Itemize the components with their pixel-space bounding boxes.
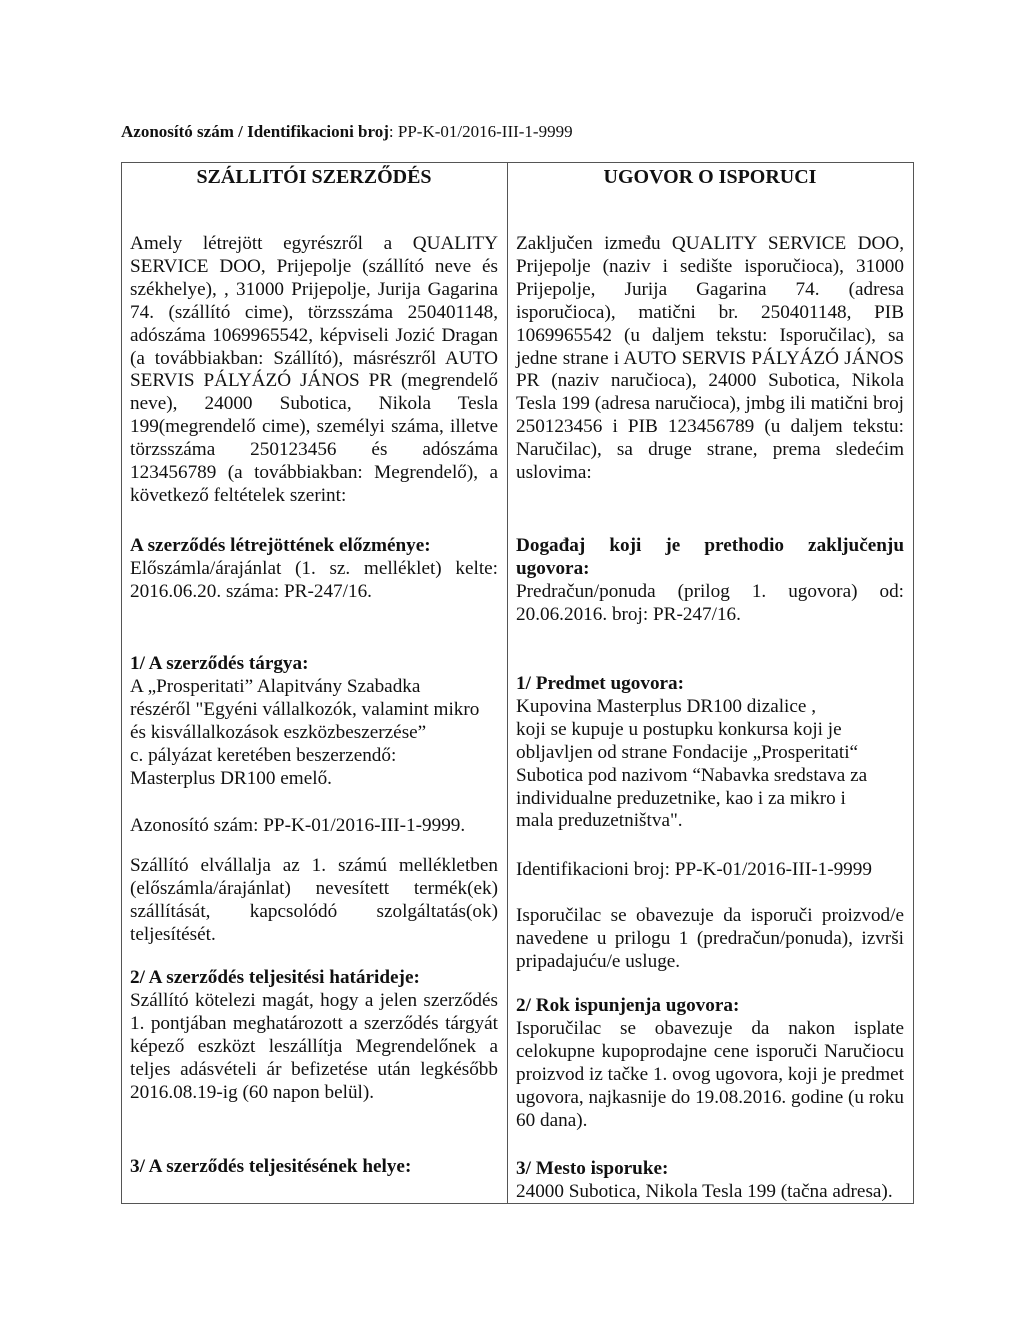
serbian-section-1-title: 1/ Predmet ugovora: [516, 673, 685, 694]
hungarian-section-1-title: 1/ A szerződés tárgya: [130, 653, 309, 674]
identifier-line [121, 122, 573, 142]
serbian-section-1-id: Identifikacioni broj: PP-K-01/2016-III-1-9999 [516, 859, 872, 880]
serbian-section-2-text: Isporučilac se obavezuje da nakon isplate celokupne kupoprodajne cene isporuči Naručiocu proizvod iz tačke 1. ovog ugovora, koji je predmet ugovora, najkasnije do 19.08.2016. godine (u roku 60 dana). [516, 1017, 904, 1131]
hungarian-section-1-obligation: Szállító elvállalja az 1. számú mellékletben (előszámla/árajánlat) nevesített termék(ek) szállítását, kapcsolódó szolgáltatás(ok) teljesítését. [130, 855, 498, 945]
hungarian-section-3-title: 3/ A szerződés teljesitésének helye: [130, 1156, 412, 1177]
contract-table [121, 162, 914, 1204]
serbian-column [516, 163, 904, 1203]
hungarian-column [130, 163, 498, 1203]
serbian-antecedent-title: Događaj koji je prethodio zaključenju ugovora: [516, 535, 904, 579]
serbian-antecedent [516, 535, 904, 627]
serbian-antecedent-text: Predračun/ponuda (prilog 1. ugovora) od: 20.06.2016. broj: PR-247/16. [516, 580, 904, 625]
hungarian-section-2-title: 2/ A szerződés teljesitési határideje: [130, 967, 420, 988]
serbian-intro: Zaključen između QUALITY SERVICE DOO, Prijepolje (naziv i sedište isporučioca), 31000 Prijepolje, Jurija Gagarina 74. (adresa isporučioca), matični br. 250401148, PIB 1069965542 (u daljem tekstu: Isporučilac), sa jedne strane i AUTO SERVIS PÁLYÁZÓ JÁNOS PR (naziv naručioca), 24000 Subotica, Nikola Tesla 199 (adresa naručioca), jmbg ili matični broj 250123456 i PIB 123456789 (u daljem tekstu: Naručilac), sa druge strane, prema sledećim uslovima: [516, 233, 904, 484]
serbian-section-1 [516, 673, 904, 833]
hungarian-section-2-text: Szállító kötelezi magát, hogy a jelen szerződés 1. pontjában meghatározott a szerződés tárgyát képező eszközt leszállítja Megrendelőnek a teljes adásvételi ár befizetése után legkésőbb 2016.08.19-ig (60 napon belül). [130, 989, 498, 1103]
hungarian-heading: SZÁLLITÓI SZERZŐDÉS [196, 166, 432, 188]
hungarian-antecedent-text: Előszámla/árajánlat (1. sz. melléklet) kelte: 2016.06.20. száma: PR-247/16. [130, 557, 498, 602]
hungarian-intro: Amely létrejött egyrészről a QUALITY SERVICE DOO, Prijepolje (szállító neve és székhelye), , 31000 Prijepolje, Jurija Gagarina 74. (szállító cime), törzsszáma 250401148, adószáma 1069965542, képviseli Jozić Dragan (a továbbiakban: Szállító), másrészről AUTO SERVIS PÁLYÁZÓ JÁNOS PR (megrendelő neve), 24000 Subotica, Nikola Tesla 199(megrendelő cime), személyi száma, illetve törzsszáma 250123456 és adószáma 123456789 (a továbbiakban: Megrendelő), a következő feltételek szerint: [130, 233, 498, 506]
hungarian-section-2 [130, 967, 498, 1104]
identifier-value: : PP-K-01/2016-III-1-9999 [388, 122, 573, 141]
identifier-label: Azonosító szám / Identifikacioni broj [121, 122, 389, 141]
serbian-section-1-obligation: Isporučilac se obavezuje da isporuči proizvod/e navedene u prilogu 1 (predračun/ponuda), izvrši pripadajuću/e usluge. [516, 905, 904, 972]
hungarian-section-1-id: Azonosító szám: PP-K-01/2016-III-1-9999. [130, 815, 466, 836]
serbian-section-1-text: Kupovina Masterplus DR100 dizalice , koji se kupuje u postupku konkursa koji je obljavljen od strane Fondacije „Prosperitati“ Subotica pod nazivom “Nabavka sredstava za individualne preduzetnike, kao i za mikro i mala preduzetništva". [516, 695, 868, 832]
serbian-section-3-title: 3/ Mesto isporuke: [516, 1158, 669, 1179]
hungarian-antecedent-title: A szerződés létrejöttének előzménye: [130, 535, 431, 556]
column-divider [507, 163, 508, 1203]
hungarian-antecedent [130, 535, 498, 604]
serbian-section-2-title: 2/ Rok ispunjenja ugovora: [516, 995, 740, 1016]
hungarian-section-1 [130, 653, 498, 790]
serbian-section-2 [516, 995, 904, 1132]
serbian-section-3-text: 24000 Subotica, Nikola Tesla 199 (tačna adresa). [516, 1180, 893, 1202]
serbian-section-3 [516, 1158, 904, 1204]
serbian-heading: UGOVOR O ISPORUCI [603, 166, 817, 188]
hungarian-section-1-text: A „Prosperitati” Alapitvány Szabadka részéről "Egyéni vállalkozók, valamint mikro és kisvállalkozások eszközbeszerzése” c. pályázat keretében beszerzendő: Masterplus DR100 emelő. [130, 675, 480, 789]
